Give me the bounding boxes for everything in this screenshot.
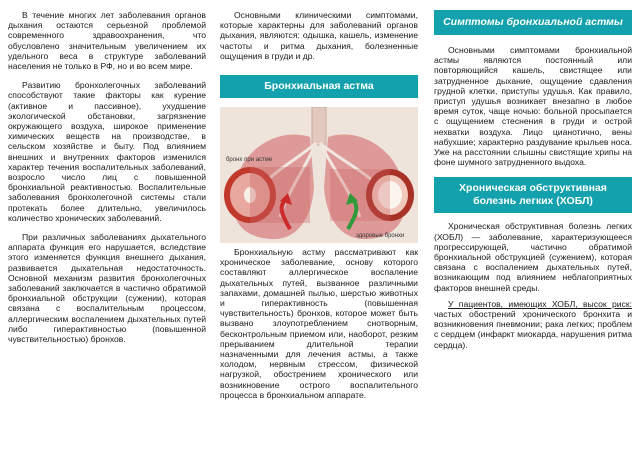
intro-paragraph: В течение многих лет заболевания органов дыхания остаются серьезной проблемой современного здравоохранения, что обусловлено значительным увеличением их удельного веса в структуре заболеваний населения не только в РФ, но и во всем мире. [8,10,206,72]
copd-risk-list: частых обострений хронического бронхита и возникновения пневмонии; рака легких; проблем с сердцем (инфаркт миокарда, нарушения ритма сердца). [434,309,632,350]
mechanism-paragraph: При различных заболеваниях дыхательного аппарата функция его нарушается, вследствие этого изменяется функция внешнего дыхания, развивается дыхательная недостаточность. Основной механизм развития бронхолегочных заболеваний заключается в частично обратимой бронхиальной обструкции (сужении), которая связана с воспалительным процессом, аллергическим воспалением дыхательных путей либо гиперактивностью (повышенной чувствительностью) бронхов. [8,232,206,345]
asthma-bronchus-label: бронх при астме [226,157,273,164]
bronchi-illustration-svg [220,107,418,243]
asthma-heading: Бронхиальная астма [220,75,418,98]
copd-heading-line2: болезнь легких (ХОБЛ) [473,195,593,208]
asthma-symptoms-heading: Симптомы бронхиальной астмы [434,10,632,35]
copd-heading-line1: Хроническая обструктивная [459,182,607,195]
copd-risk-paragraph [434,299,632,350]
copd-heading [434,177,632,213]
column-1 [0,0,212,453]
risk-factors-paragraph: Развитию бронхолегочных заболеваний способствуют такие факторы как курение (активное и пассивное), ухудшение экологической обстановки, загрязнение окружающего воздуха, широкое применение химических веществ на производстве, в сельском хозяйстве и быту. Под влиянием внешних и внутренних факторов изменился характер течения воспалительных заболеваний, возросло число лиц с повышенной бронхиальной реактивностью. Воспалительные заболевания бронхолегочной системы стали протекать более длительно, увеличилось количество хронических заболеваний. [8,80,206,223]
column-3 [428,0,640,453]
bronchi-illustration [220,107,418,243]
healthy-bronchus-label: здоровые бронхи [356,233,405,240]
healthy-bronchus-icon [330,169,414,221]
asthma-description-paragraph: Бронхиальную астму рассматривают как хроническое заболевание, основу которого составляют аллергическое воспаление дыхательных путей, вызванное различными запахами, домашней пылью, шерстью животных и гиперактивность (повышенная чувствительность) бронхов, которое может быть вызвано злоупотреблением снотворным, бесконтрольным приемом или, наоборот, резким прерыванием длительной терапии назначенными для лечения астмы, а также холодом, нервным стрессом, физической нагрузкой, обострением хронического или возникновение острого воспалительного процесса в бронхиальном аппарате. [220,247,418,400]
copd-risk-lead: У пациентов, имеющих ХОБЛ, высок риск: [448,298,632,309]
symptoms-intro-paragraph: Основными клиническими симптомами, которые характерны для заболеваний органов дыхания, являются: одышка, кашель, изменение частоты и ритма дыхания, болезненные ощущения в груди и др. [220,10,418,61]
column-2 [214,0,426,453]
asthma-bronchus-icon [224,167,310,223]
asthma-symptoms-paragraph: Основными симптомами бронхиальной астмы являются постоянный или повторяющийся кашель, свистящее или затрудненное дыхание, ощущение сдавления грудной клетки, приступы удушья. Как правило, приступ удушья возникает внезапно в любое время суток, чаще ночью: больной просыпается с ощущением стеснения в груди и острой нехватки воздуха. Лицо цианотично, вены набухшие; характерно раздувание крыльев носа. Уже на расстоянии слышны свистящие хрипы на фоне шумного затрудненного выдоха. [434,45,632,168]
copd-description-paragraph: Хроническая обструктивная болезнь легких (ХОБЛ) — заболевание, характеризующееся прогрессирующей, частично обратимой бронхиальной обструкцией (сужением), которая связана с воспалением дыхательных путей, возникающим под влиянием неблагоприятных факторов внешней среды. [434,221,632,293]
